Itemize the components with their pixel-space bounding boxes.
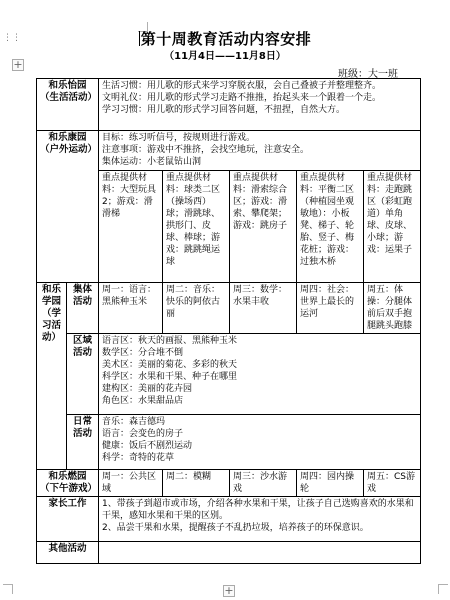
page-title[interactable]: 第十周教育活动内容安排 xyxy=(140,30,312,48)
other-activity-content[interactable] xyxy=(99,542,421,564)
game-activity-label: 和乐燃园 （下午游戏） xyxy=(37,470,99,497)
activity-schedule-table xyxy=(36,78,421,564)
add-row-plus-icon[interactable]: + xyxy=(224,584,234,597)
outdoor-zone-1[interactable]: 重点提供材料：大型玩具 2；游戏：滑滑梯 xyxy=(99,171,163,283)
text-cursor xyxy=(139,31,140,46)
date-range: （11月4日——11月8日） xyxy=(164,51,286,62)
game-day-mon[interactable]: 周一：公共区域 xyxy=(99,470,163,497)
area-activity-content[interactable]: 语言区：秋天的画报、黑熊种玉米 数学区：分合堆不倒 美术区：美丽的菊花、多彩的秋天 科学区：水果和干果、种子在哪里 建构区：美丽的花卉园 角色区：水果甜品店 xyxy=(99,334,421,415)
parent-work-row xyxy=(37,497,421,542)
margin-corner-mark xyxy=(3,584,13,594)
other-activity-label: 其他活动 xyxy=(37,542,99,564)
game-day-fri[interactable]: 周五：CS游戏 xyxy=(364,470,421,497)
group-day-wed[interactable]: 周三：数学：水果丰收 xyxy=(230,283,297,334)
outdoor-zone-4[interactable]: 重点提供材料：平衡二区（种植园坐观敏地）：小板凳、梯子、轮胎、竖子、梅花桩；游戏：过独木桥 xyxy=(297,171,364,283)
outdoor-zone-2[interactable]: 重点提供材料：球类二区（操场西）球；滑跳球、拱形门、皮球、棒球；游戏：跳跳绳运球 xyxy=(163,171,230,283)
daily-activity-label: 日常 活动 xyxy=(67,415,99,470)
daily-activity-content[interactable]: 音乐：森吉德玛 语言：会变色的房子 健康：饭后不剧烈运动 科学：奇特的花草 xyxy=(99,415,421,470)
outdoor-activity-label: 和乐康园 （户外运动） xyxy=(37,131,99,283)
table-move-handle-icon[interactable]: ⋮⋮ xyxy=(3,33,21,43)
other-activity-row xyxy=(37,542,421,564)
outdoor-zone-3[interactable]: 重点提供材料：滑索综合区；游戏：滑索、攀爬架；游戏：跳房子 xyxy=(230,171,297,283)
add-row-plus-icon[interactable]: + xyxy=(13,58,23,71)
game-activity-row xyxy=(37,470,421,497)
group-activity-row xyxy=(37,283,421,334)
area-activity-row xyxy=(37,334,421,415)
life-activity-content[interactable]: 生活习惯：用儿歌的形式来学习穿脱衣服，会自己叠被子并整理整齐。 文明礼仪：用儿歌的形式学习走路不推推，抬起头来一个跟着一个走。 学习习惯：用儿歌的形式学习回答问题，不扭捏，自然大方。 xyxy=(99,79,421,131)
game-day-thu[interactable]: 周四：园内操轮 xyxy=(297,470,364,497)
class-label: 班级：大一班 xyxy=(338,69,398,80)
group-day-tue[interactable]: 周二：音乐：快乐的阿依古丽 xyxy=(163,283,230,334)
study-activity-label: 和乐 学园 （学 习活 动） xyxy=(37,283,67,470)
life-activity-label: 和乐怡园 （生活活动） xyxy=(37,79,99,131)
parent-work-content[interactable]: 1、带孩子到超市或市场，介绍各种水果和干果，让孩子自己选购喜欢的水果和干果，感知水果和干果的区别。 2、品尝干果和水果，提醒孩子不乱扔垃圾，培养孩子的环保意识。 xyxy=(99,497,421,542)
outdoor-goals[interactable]: 目标：练习听信号，按规则进行游戏。 注意事项：游戏中不推挤，会找空地玩，注意安全。 集体运动：小老鼠钻山洞 xyxy=(99,131,421,171)
outdoor-zone-5[interactable]: 重点提供材料：走跑跳区（彩虹跑道）单角球、皮球、小球；游戏：运果子 xyxy=(364,171,421,283)
area-activity-label: 区域 活动 xyxy=(67,334,99,415)
life-activity-row xyxy=(37,79,421,131)
group-day-mon[interactable]: 周一：语言：黑熊种玉米 xyxy=(99,283,163,334)
game-day-wed[interactable]: 周三：沙水游戏 xyxy=(230,470,297,497)
daily-activity-row xyxy=(37,415,421,470)
outdoor-header-row xyxy=(37,131,421,171)
margin-corner-mark xyxy=(438,584,448,594)
game-day-tue[interactable]: 周二：模糊 xyxy=(163,470,230,497)
group-day-thu[interactable]: 周四：社会：世界上最长的运河 xyxy=(297,283,364,334)
group-activity-label: 集体 活动 xyxy=(67,283,99,334)
parent-work-label: 家长工作 xyxy=(37,497,99,542)
group-day-fri[interactable]: 周五：体操：分腿体前后双手抱腿跳头跑膝 xyxy=(364,283,421,334)
